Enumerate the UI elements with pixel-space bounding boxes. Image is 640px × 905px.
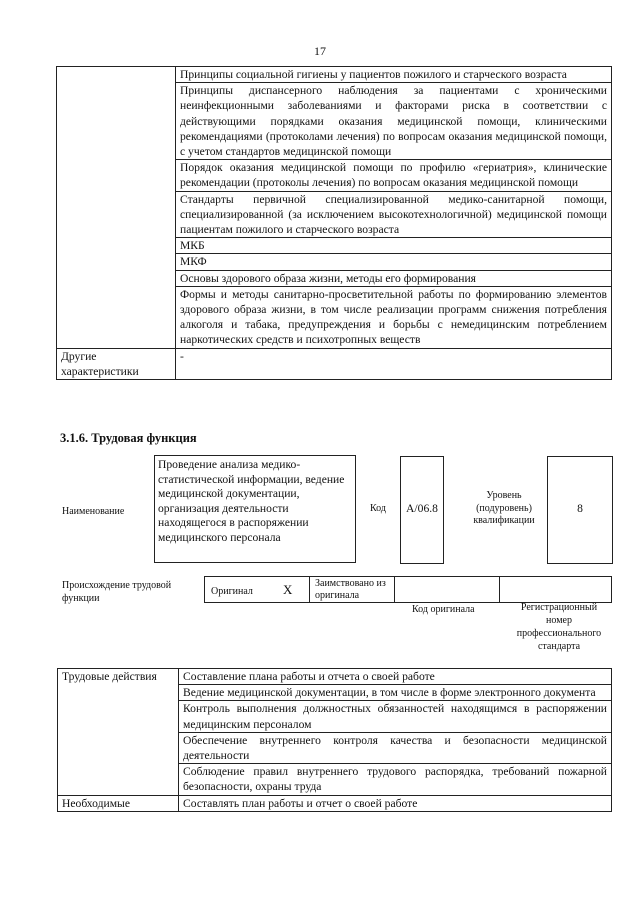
page-number: 17 (314, 44, 326, 58)
actions-label: Трудовые действия (58, 669, 179, 796)
function-name-value: Проведение анализа медико-статистической информации, ведение медицинской документации, организация деятельности находящегося в распоряжении медицинского персонала (158, 458, 345, 544)
skill-item: Составлять план работы и отчет о своей работе (179, 795, 612, 811)
level-label: Уровень (подуровень) квалификации (473, 490, 535, 526)
skills-label: Необходимые (58, 795, 179, 811)
origin-divider (499, 576, 500, 603)
action-item: Соблюдение правил внутреннего трудового распорядка, требований пожарной безопасности, охраны труда (179, 764, 612, 795)
knowledge-row: Основы здорового образа жизни, методы его формирования (176, 270, 612, 286)
action-item: Составление плана работы и отчета о своей работе (179, 669, 612, 685)
name-label: Наименование (62, 506, 125, 517)
knowledge-row: Порядок оказания медицинской помощи по профилю «гериатрия», клинические рекомендации (протоколы лечения) по вопросам оказания медицинской помощи (176, 160, 612, 191)
origin-divider (394, 576, 395, 603)
actions-table (57, 668, 612, 812)
knowledge-row: Формы и методы санитарно-просветительной работы по формированию элементов здорового образа жизни, в том числе реализации программ снижения потребления алкоголя и табака, предупреждения и борьбы с немедицинским потреблением наркотических средств и психотропных веществ (176, 286, 612, 348)
code-value: A/06.8 (406, 502, 438, 515)
function-name-box (154, 455, 356, 563)
section-title: 3.1.6. Трудовая функция (60, 431, 197, 445)
other-characteristics-label: Другие характеристики (57, 348, 176, 379)
code-box (400, 456, 444, 564)
knowledge-row: Принципы социальной гигиены у пациентов пожилого и старческого возраста (176, 67, 612, 83)
code-label: Код (370, 503, 386, 514)
origin-divider (309, 576, 310, 603)
knowledge-left-cell (57, 67, 176, 349)
knowledge-row: МКБ (176, 238, 612, 254)
level-box (547, 456, 613, 564)
original-mark: X (283, 582, 293, 597)
borrowed-label: Заимствовано из оригинала (315, 578, 386, 601)
level-value: 8 (577, 502, 583, 515)
knowledge-table (56, 66, 612, 380)
origin-row (204, 576, 612, 603)
other-characteristics-value: - (176, 348, 612, 379)
action-item: Контроль выполнения должностных обязанностей находящимся в распоряжении медицинским персоналом (179, 701, 612, 732)
origin-code-label: Код оригинала (412, 604, 475, 615)
action-item: Ведение медицинской документации, в том числе в форме электронного документа (179, 685, 612, 701)
reg-number-label: Регистрационный номер профессионального стандарта (516, 602, 602, 652)
knowledge-row: Стандарты первичной специализированной медико-санитарной помощи, специализированной (за исключением высокотехнологичной) медицинской помощи пациентам пожилого и старческого возраста (176, 191, 612, 238)
knowledge-row: МКФ (176, 254, 612, 270)
action-item: Обеспечение внутреннего контроля качества и безопасности медицинской деятельности (179, 732, 612, 763)
origin-label: Происхождение трудовой функции (62, 580, 172, 604)
original-label: Оригинал (211, 586, 253, 597)
knowledge-row: Принципы диспансерного наблюдения за пациентами с хроническими неинфекционными заболеваниями и факторами риска в соответствии с действующими порядками оказания медицинской помощи, клиническими рекомендациями (протоколами лечения) по вопросам оказания медицинской помощи, с учетом стандартов медицинской помощи (176, 83, 612, 160)
